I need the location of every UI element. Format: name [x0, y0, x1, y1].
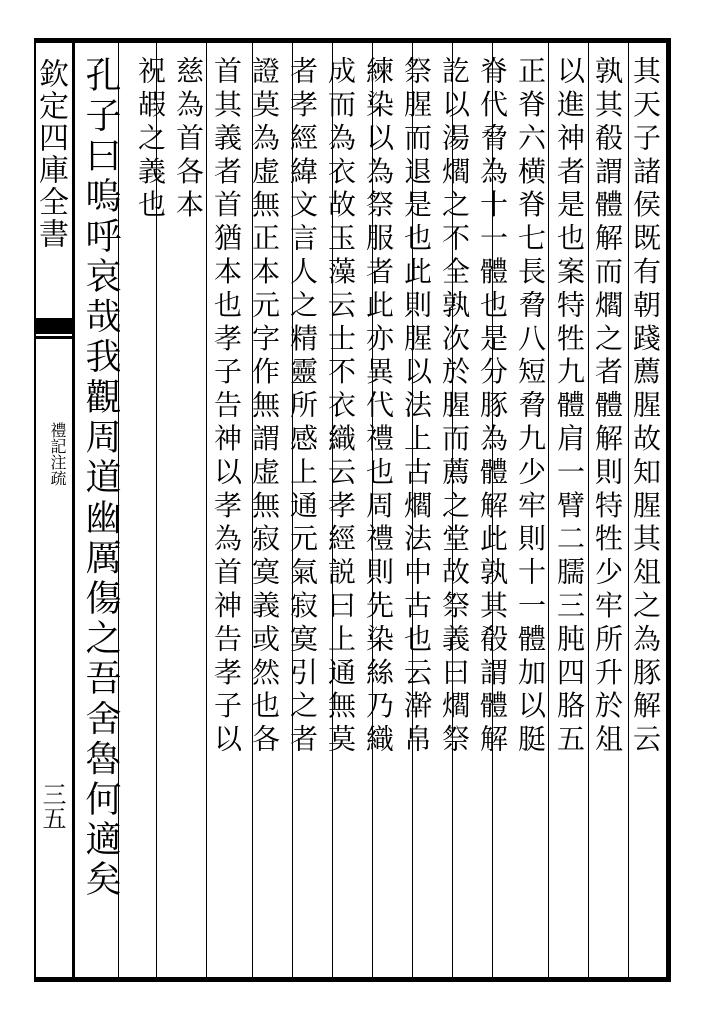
- text-column-11: 證莫為虚無正本元字作無謂虚無寂寞義或然也各: [248, 56, 281, 758]
- text-column-4: 正脊六横脊七長脅八短脅九少牢則十一體加以脡: [514, 56, 547, 758]
- text-column-14: 祝嘏之義也: [134, 56, 167, 223]
- text-column-1: 其天子諸侯既有朝踐薦腥故知腥其俎之為豚解云: [629, 56, 662, 758]
- fish-tail-mark: [34, 318, 72, 334]
- text-column-6: 訖以湯爓之不全孰次於腥而薦之堂故祭義曰爓祭: [438, 56, 471, 758]
- text-column-3: 以進神者是也案特牲九體肩一臂二臑三肫四胳五: [553, 56, 586, 758]
- frame-left-border: [72, 38, 75, 982]
- text-column-13: 慈為首各本: [172, 56, 205, 223]
- main-text-column: 孔子曰嗚呼哀哉我觀周道幽厲傷之吾舍魯何適矣: [80, 56, 121, 901]
- text-column-12: 首其義者首猶本也孝子告神以孝為首神告孝子以: [210, 56, 243, 758]
- text-column-8: 練染以為祭服者此亦異代禮也周禮則先染絲乃織: [362, 56, 395, 758]
- text-column-9: 成而為衣故玉藻云士不衣織云孝經説曰上通無莫: [324, 56, 357, 758]
- spine-page-number: 三五: [38, 782, 66, 830]
- column-divider: [206, 42, 207, 978]
- spine-book-title: 禮記注疏: [48, 422, 67, 486]
- text-column-7: 祭腥而退是也此則腥以法上古爓法中古也云澣帛: [400, 56, 433, 758]
- column-divider: [548, 42, 549, 978]
- frame-right-border: [666, 38, 671, 982]
- frame-top-border: [34, 38, 670, 43]
- text-column-10: 者孝經緯文言人之精靈所感上通元氣寂寞引之者: [286, 56, 319, 758]
- text-column-2: 孰其殽謂體解而爓之者體解則特牲少牢所升於俎: [591, 56, 624, 758]
- frame-bottom-border: [34, 977, 670, 982]
- spine-collection-title: 欽定四庫全書: [33, 58, 68, 250]
- text-column-5: 脊代脅為十一體也是分豚為體解此孰其殽謂體解: [476, 56, 509, 758]
- fish-tail-mark-line: [34, 336, 72, 339]
